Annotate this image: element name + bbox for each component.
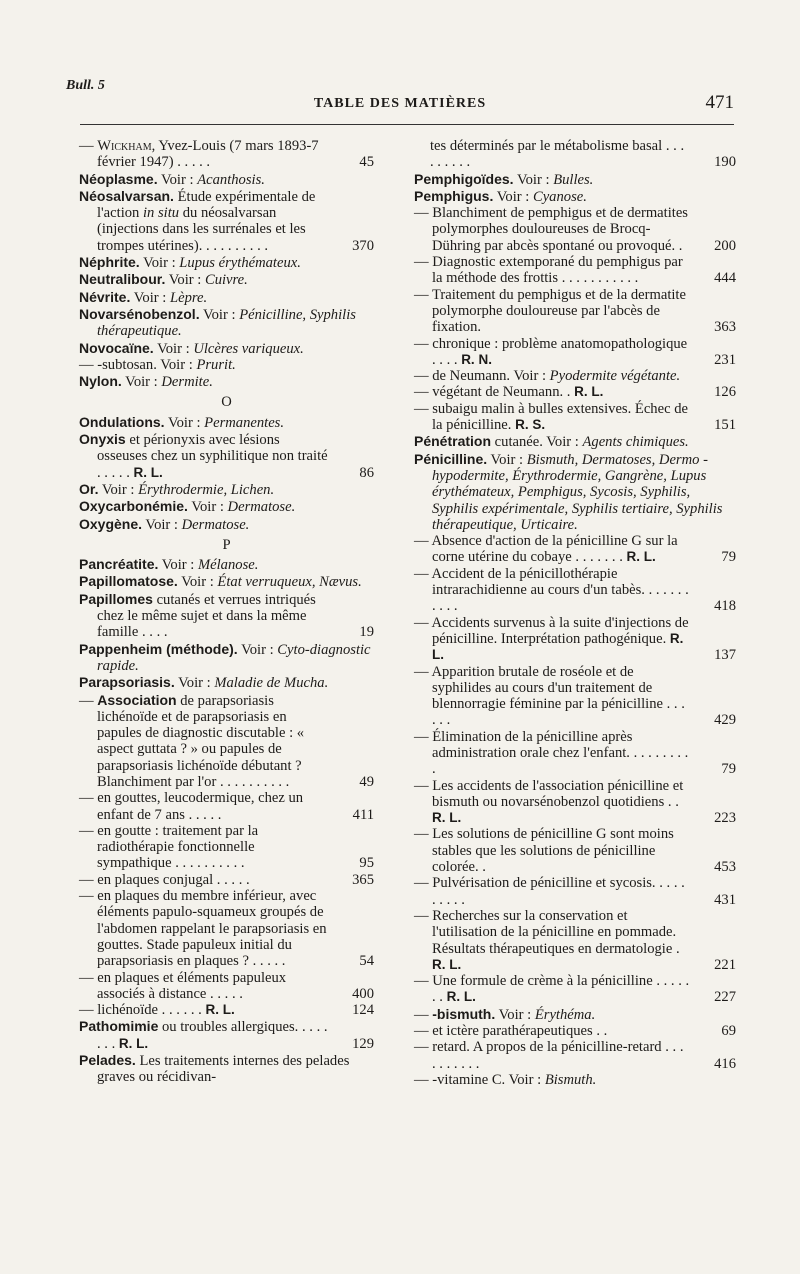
entry-crossref: Lèpre. bbox=[169, 289, 208, 306]
index-entry: — -subtosan. Voir : Prurit. bbox=[79, 356, 236, 373]
entry-text: et périonyxis avec lésions osseuses chez un syphilitique non traité . . . . . bbox=[97, 432, 328, 481]
index-entry bbox=[79, 591, 374, 641]
entry-headword: Novocaïne. bbox=[79, 339, 154, 356]
index-entry: — en plaques du membre inférieur, avec éléments papulo-squameux groupés de l'abdomen rappelant le parapsoriasis en gouttes. Stade papuleux initial du parapsoriasis en plaques ? . . . . . 54 bbox=[79, 888, 374, 970]
index-entry: — Les solutions de pénicilline G sont moins stables que les solutions de pénicilline colorée. . 453 bbox=[414, 826, 736, 876]
index-entry bbox=[79, 254, 374, 271]
entry-text: Absence d'action de la pénicilline G sur la corne utérine du cobaye . . . . . . . bbox=[431, 533, 678, 566]
entry-crossref: Cuivre. bbox=[204, 272, 248, 289]
entry-section-code: R. L. bbox=[626, 549, 656, 565]
entry-headword: Novarsénobenzol. bbox=[79, 305, 200, 322]
entry-crossref: Dermatose. bbox=[227, 499, 296, 516]
entry-section-code: R. L. bbox=[432, 956, 462, 972]
entry-text: Pulvérisation de pénicilline et sycosis. . . . . . . . . . bbox=[432, 875, 685, 908]
index-entry bbox=[79, 373, 374, 390]
entry-text: -vitamine C. Voir : bbox=[432, 1071, 545, 1088]
entry-headword: Ondulations. bbox=[79, 413, 165, 430]
index-entry: — en gouttes, leucodermique, chez un enfant de 7 ans . . . . . 411 bbox=[79, 790, 374, 823]
entry-page: 79 bbox=[721, 761, 736, 778]
index-entry: — retard. A propos de la pénicilline-retard . . . . . . . . . . 416 bbox=[414, 1039, 736, 1072]
entry-page: 444 bbox=[714, 270, 736, 287]
index-entry bbox=[414, 433, 736, 450]
entry-page: 223 bbox=[714, 810, 736, 827]
entry-text: , Yvez-Louis (7 mars 1893-7 février 1947) . . . . . bbox=[97, 138, 319, 171]
entry-text: Élimination de la pénicilline après administration orale chez l'enfant. . . . . . . . . . bbox=[432, 728, 689, 778]
entry-section-code: R. L. bbox=[133, 464, 163, 480]
entry-text: Voir : bbox=[513, 171, 554, 188]
entry-crossref: Mélanose. bbox=[197, 557, 259, 574]
entry-text: Une formule de crème à la pénicilline . . . . . . . bbox=[432, 973, 690, 1006]
entry-crossref: Maladie de Mucha. bbox=[214, 675, 329, 692]
entry-crossref: in situ bbox=[143, 205, 180, 222]
entry-page: 418 bbox=[714, 598, 736, 615]
entry-text: Voir : bbox=[121, 374, 162, 391]
entry-page: 69 bbox=[721, 1023, 736, 1040]
entry-crossref: Pyodermite végétante. bbox=[549, 368, 681, 385]
index-entry bbox=[79, 271, 374, 288]
index-column-right bbox=[414, 138, 736, 1088]
index-entry: — et ictère parathérapeutiques . . 69 bbox=[414, 1023, 736, 1040]
index-entry: — Élimination de la pénicilline après administration orale chez l'enfant. . . . . . . . . . 79 bbox=[414, 728, 736, 778]
entry-crossref: Cyto-diagnostic rapide. bbox=[97, 641, 371, 674]
entry-text: Voir : bbox=[187, 499, 228, 516]
entry-crossref: État verruqueux, Nævus. bbox=[217, 574, 362, 591]
entry-section-code: R. L. bbox=[574, 384, 604, 400]
index-column-left bbox=[79, 138, 374, 1086]
entry-text: en plaques du membre inférieur, avec éléments papulo-squameux groupés de l'abdomen rappelant le parapsoriasis en gouttes. Stade papuleux initial du parapsoriasis en plaques ? . . . . . bbox=[97, 888, 327, 970]
entry-page: 429 bbox=[714, 712, 736, 729]
entry-section-code: R. L. bbox=[446, 989, 476, 1005]
entry-page: 86 bbox=[359, 464, 374, 481]
entry-text: Étude expérimentale de l'action bbox=[97, 188, 316, 222]
index-entry: — Une formule de crème à la pénicilline . . . . . . . R. L. 227 bbox=[414, 973, 736, 1006]
entry-crossref: Bismuth, Dermatoses, Dermo - hypodermite, Érythrodermie, Gangrène, Lupus érythémateux, Pemphigus, Sycosis, Syphilis, Syphilis expérimentale, Syphilis tertiaire, Syphilis thérapeutique, Urticaire. bbox=[432, 451, 723, 533]
page-title: TABLE DES MATIÈRES bbox=[313, 96, 487, 111]
entry-crossref: Prurit. bbox=[196, 356, 236, 373]
index-entry: — Absence d'action de la pénicilline G sur la corne utérine du cobaye . . . . . . . R. L. 79 bbox=[414, 533, 736, 566]
entry-page: 126 bbox=[714, 384, 736, 401]
entry-headword: Or. bbox=[79, 480, 99, 497]
entry-page: 79 bbox=[721, 549, 736, 566]
entry-text: Diagnostic extemporané du pemphigus par la méthode des frottis . . . . . . . . . . . bbox=[432, 254, 683, 287]
entry-page: 200 bbox=[714, 237, 736, 254]
entry-headword: Oxygène. bbox=[79, 515, 143, 532]
entry-text: Recherches sur la conservation et l'utilisation de la pénicilline en pommade. Résultats thérapeutiques en dermatologie . bbox=[432, 907, 680, 957]
entry-page: 49 bbox=[359, 773, 374, 790]
index-entry: — Accidents survenus à la suite d'injections de pénicilline. Interprétation pathogénique. R. L. 137 bbox=[414, 614, 736, 664]
entry-page: 431 bbox=[714, 891, 736, 908]
entry-page: 129 bbox=[352, 1035, 374, 1052]
index-entry bbox=[414, 188, 736, 205]
index-entry: — en plaques et éléments papuleux associés à distance . . . . . 400 bbox=[79, 969, 374, 1002]
entry-section-code: R. L. bbox=[118, 1035, 149, 1051]
entry-crossref: Pénicilline, Syphilis thérapeutique. bbox=[97, 306, 356, 340]
entry-section-code: R. L. bbox=[432, 630, 684, 663]
entry-text: retard. A propos de la pénicilline-retard . . . . . . . . . . bbox=[432, 1039, 684, 1072]
entry-page: 363 bbox=[714, 319, 736, 336]
entry-text: Voir : bbox=[139, 255, 180, 272]
index-entry bbox=[79, 498, 374, 515]
entry-headword: Pemphigus. bbox=[414, 187, 494, 204]
index-entry bbox=[79, 171, 374, 188]
entry-text: et ictère parathérapeutiques . . bbox=[432, 1023, 608, 1040]
entry-page: 19 bbox=[359, 624, 374, 641]
entry-page: 231 bbox=[714, 351, 736, 368]
index-entry: — -bismuth. Voir : Érythéma. bbox=[414, 1005, 596, 1023]
entry-headword: Pappenheim (méthode). bbox=[79, 640, 238, 657]
header-rule bbox=[80, 124, 734, 125]
entry-page: 365 bbox=[352, 871, 374, 888]
entry-headword: Névrite. bbox=[79, 288, 131, 305]
entry-text: végétant de Neumann. . bbox=[432, 384, 575, 401]
entry-page: 416 bbox=[714, 1055, 736, 1072]
entry-crossref: Érythrodermie, Lichen. bbox=[138, 481, 275, 498]
entry-headword: Pénétration bbox=[414, 433, 492, 450]
index-entry: — Recherches sur la conservation et l'utilisation de la pénicilline en pommade. Résultats thérapeutiques en dermatologie . R. L. 221 bbox=[414, 907, 736, 973]
entry-page: 190 bbox=[714, 154, 736, 171]
entry-text: Voir : bbox=[487, 451, 527, 468]
entry-subhead: -bismuth. bbox=[432, 1005, 496, 1022]
entry-crossref: Acanthosis. bbox=[197, 171, 265, 188]
entry-headword: Papillomes bbox=[79, 590, 153, 607]
entry-page: 54 bbox=[359, 953, 374, 970]
entry-page: 124 bbox=[352, 1002, 374, 1019]
index-entry bbox=[79, 556, 374, 573]
entry-text: Voir : bbox=[174, 675, 215, 692]
entry-page: 370 bbox=[352, 237, 374, 254]
index-entry bbox=[414, 451, 736, 533]
entry-headword: Parapsoriasis. bbox=[79, 674, 175, 691]
index-entry: — Diagnostic extemporané du pemphigus par la méthode des frottis . . . . . . . . . . . 444 bbox=[414, 254, 736, 287]
index-entry bbox=[79, 188, 374, 254]
entry-page: 137 bbox=[714, 647, 736, 664]
entry-headword: Néoplasme. bbox=[79, 170, 158, 187]
entry-text: Voir : bbox=[237, 641, 278, 658]
index-entry bbox=[79, 641, 374, 675]
index-entry bbox=[414, 171, 736, 188]
entry-page: 227 bbox=[714, 989, 736, 1006]
journal-ref: Bull. 5 bbox=[66, 78, 105, 93]
entry-text: Blanchiment de pemphigus et de dermatites polymorphes douloureuses de Brocq-Dühring par abcès spontané ou provoqué. . bbox=[432, 205, 688, 254]
index-entry bbox=[79, 306, 374, 340]
entry-text: du néosalvarsan (injections dans les surrénales et les trompes utérines). . . . . . . . . . bbox=[97, 205, 306, 254]
page-number: 471 bbox=[705, 92, 734, 113]
entry-headword: Pelades. bbox=[79, 1052, 136, 1069]
index-entry bbox=[79, 674, 374, 691]
index-entry: — Accident de la pénicillothérapie intrarachidienne au cours d'un tabès. . . . . . . . . . . 418 bbox=[414, 565, 736, 615]
index-entry: — Pulvérisation de pénicilline et sycosis. . . . . . . . . . 431 bbox=[414, 875, 736, 908]
index-entry bbox=[79, 573, 374, 590]
entry-section-code: R. N. bbox=[461, 351, 492, 367]
entry-page: 151 bbox=[714, 417, 736, 434]
entry-headword: Pancréatite. bbox=[79, 556, 159, 573]
entry-page: 411 bbox=[352, 806, 374, 823]
index-entry: — Les accidents de l'association pénicilline et bismuth ou novarsénobenzol quotidiens . . R. L. 223 bbox=[414, 777, 736, 827]
index-entry bbox=[79, 414, 374, 431]
entry-text: Voir : bbox=[157, 171, 198, 188]
index-entry bbox=[79, 1052, 374, 1086]
entry-crossref: Ulcères variqueux. bbox=[193, 340, 304, 357]
entry-section-code: R. S. bbox=[515, 417, 546, 433]
index-entry bbox=[79, 340, 374, 357]
entry-text: chronique : problème anatomopathologique . . . . bbox=[432, 335, 688, 368]
entry-text: cutanée. Voir : bbox=[491, 434, 583, 451]
entry-text: Voir : bbox=[158, 557, 198, 574]
entry-text: Voir : bbox=[177, 574, 218, 591]
index-entry: — en goutte : traitement par la radiothérapie fonctionnelle sympathique . . . . . . . . . . 95 bbox=[79, 822, 374, 872]
entry-text: Les traitements internes des pelades graves ou récidivan- bbox=[97, 1053, 350, 1086]
index-entry: — Traitement du pemphigus et de la dermatite polymorphe douloureuse par l'abcès de fixation. 363 bbox=[414, 286, 736, 336]
entry-text: Les accidents de l'association pénicilline et bismuth ou novarsénobenzol quotidiens . . bbox=[432, 777, 684, 810]
entry-text: Voir : bbox=[199, 306, 240, 323]
entry-headword: Papillomatose. bbox=[79, 573, 178, 590]
entry-text: Voir : bbox=[98, 481, 139, 498]
entry-text: Voir : bbox=[130, 289, 170, 306]
entry-text: tes déterminés par le métabolisme basal . . . . . . . . . bbox=[430, 138, 685, 171]
entry-section-code: R. L. bbox=[432, 810, 462, 826]
entry-page: 45 bbox=[359, 154, 374, 171]
entry-page: 95 bbox=[359, 855, 374, 872]
entry-headword: Pemphigoïdes. bbox=[414, 170, 514, 187]
entry-text: en goutte : traitement par la radiothérapie fonctionnelle sympathique . . . . . . . . . . bbox=[97, 822, 259, 872]
index-entry: — en plaques conjugal . . . . . 365 bbox=[79, 871, 374, 888]
index-entry: — chronique : problème anatomopathologique . . . . R. N. 231 bbox=[414, 335, 736, 368]
entry-text: en plaques conjugal . . . . . bbox=[97, 871, 250, 888]
section-letter: P bbox=[222, 536, 231, 553]
index-entry: — Apparition brutale de roséole et de syphilides au cours d'un traitement de blennorragie féminine par la pénicilline . . . . . . 429 bbox=[414, 663, 736, 729]
running-head bbox=[66, 74, 734, 114]
entry-crossref: Dermite. bbox=[161, 374, 213, 391]
entry-headword: Néphrite. bbox=[79, 254, 140, 271]
entry-crossref: Agents chimiques. bbox=[582, 434, 689, 451]
entry-headword: Nylon. bbox=[79, 373, 122, 390]
index-entry: — Wickham, Yvez-Louis (7 mars 1893-7 février 1947) . . . . . 45 bbox=[79, 138, 374, 171]
index-entry: — végétant de Neumann. . R. L. 126 bbox=[414, 384, 736, 401]
entry-headword: Pathomimie bbox=[79, 1018, 159, 1035]
entry-text: en plaques et éléments papuleux associés à distance . . . . . bbox=[97, 969, 287, 1002]
entry-subhead: Association bbox=[97, 691, 177, 708]
entry-text: -subtosan. Voir : bbox=[97, 356, 197, 373]
entry-crossref: Bismuth. bbox=[544, 1071, 597, 1088]
index-entry: — Blanchiment de pemphigus et de dermatites polymorphes douloureuses de Brocq-Dühring par abcès spontané ou provoqué. . 200 bbox=[414, 205, 736, 254]
index-entry bbox=[79, 481, 374, 498]
entry-headword: Neutralibour. bbox=[79, 271, 166, 288]
entry-name: Wickham bbox=[97, 138, 152, 154]
entry-text: Accident de la pénicillothérapie intrarachidienne au cours d'un tabès. . . . . . . . . . . bbox=[431, 565, 689, 615]
index-entry bbox=[79, 289, 374, 306]
entry-text: subaigu malin à bulles extensives. Échec de la pénicilline. bbox=[432, 400, 688, 434]
entry-text: Voir : bbox=[164, 414, 205, 431]
index-entry: — -vitamine C. Voir : Bismuth. bbox=[414, 1071, 597, 1088]
entry-page: 453 bbox=[714, 859, 736, 876]
entry-headword: Oxycarbonémie. bbox=[79, 498, 188, 515]
entry-headword: Néosalvarsan. bbox=[79, 187, 174, 204]
entry-text: ou troubles allergiques. . . . . . . . bbox=[97, 1019, 328, 1052]
index-entry: — subaigu malin à bulles extensives. Échec de la pénicilline. R. S. 151 bbox=[414, 400, 736, 434]
entry-text: Voir : bbox=[142, 516, 182, 533]
entry-text: Voir : bbox=[493, 188, 533, 205]
entry-text: lichénoïde . . . . . . bbox=[97, 1002, 206, 1019]
entry-crossref: Lupus érythémateux. bbox=[179, 255, 301, 272]
entry-page: 400 bbox=[352, 985, 374, 1002]
index-entry: — lichénoïde . . . . . . R. L. 124 bbox=[79, 1002, 374, 1019]
index-entry: — Association de parapsoriasis lichénoïde et de parapsoriasis en papules de diagnostic discutable : « aspect guttata ? » ou papules de parapsoriasis lichénoïde débutant ? Blanchiment par l'or . . . . . . . . . . 49 bbox=[79, 691, 374, 790]
entry-page: 221 bbox=[714, 956, 736, 973]
index-entry bbox=[414, 138, 736, 171]
entry-text: en gouttes, leucodermique, chez un enfant de 7 ans . . . . . bbox=[97, 790, 304, 823]
index-entry bbox=[79, 431, 374, 481]
section-letter: O bbox=[221, 394, 232, 411]
entry-text: cutanés et verrues intriqués chez le même sujet et dans la même famille . . . . bbox=[97, 591, 316, 641]
index-entry bbox=[79, 516, 374, 533]
entry-section-code: R. L. bbox=[205, 1002, 235, 1018]
entry-headword: Onyxis bbox=[79, 431, 126, 448]
index-entry: — de Neumann. Voir : Pyodermite végétante. bbox=[414, 368, 681, 385]
entry-crossref: Érythéma. bbox=[534, 1006, 596, 1023]
entry-text: Voir : bbox=[153, 340, 194, 357]
entry-text: Voir : bbox=[165, 272, 205, 289]
entry-text: Voir : bbox=[495, 1006, 535, 1023]
index-entry bbox=[79, 1018, 374, 1052]
entry-crossref: Cyanose. bbox=[532, 188, 587, 205]
entry-crossref: Permanentes. bbox=[204, 414, 285, 431]
entry-text: Traitement du pemphigus et de la dermatite polymorphe douloureuse par l'abcès de fixation. bbox=[431, 286, 686, 336]
entry-text: de Neumann. Voir : bbox=[432, 368, 550, 385]
entry-text: de parapsoriasis lichénoïde et de parapsoriasis en papules de diagnostic discutable : « aspect guttata ? » ou papules de parapsoriasis lichénoïde débutant ? Blanchiment par l'or . . . . . . . . . . bbox=[97, 692, 305, 790]
entry-text: Accidents survenus à la suite d'injections de pénicilline. Interprétation pathogénique. bbox=[431, 614, 689, 647]
entry-text: Les solutions de pénicilline G sont moins stables que les solutions de pénicilline colorée. . bbox=[432, 826, 674, 876]
entry-crossref: Bulles. bbox=[553, 171, 594, 188]
entry-crossref: Dermatose. bbox=[181, 516, 250, 533]
entry-text: Apparition brutale de roséole et de syphilides au cours d'un traitement de blennorragie féminine par la pénicilline . . . . . . bbox=[431, 663, 685, 729]
entry-headword: Pénicilline. bbox=[414, 450, 488, 467]
